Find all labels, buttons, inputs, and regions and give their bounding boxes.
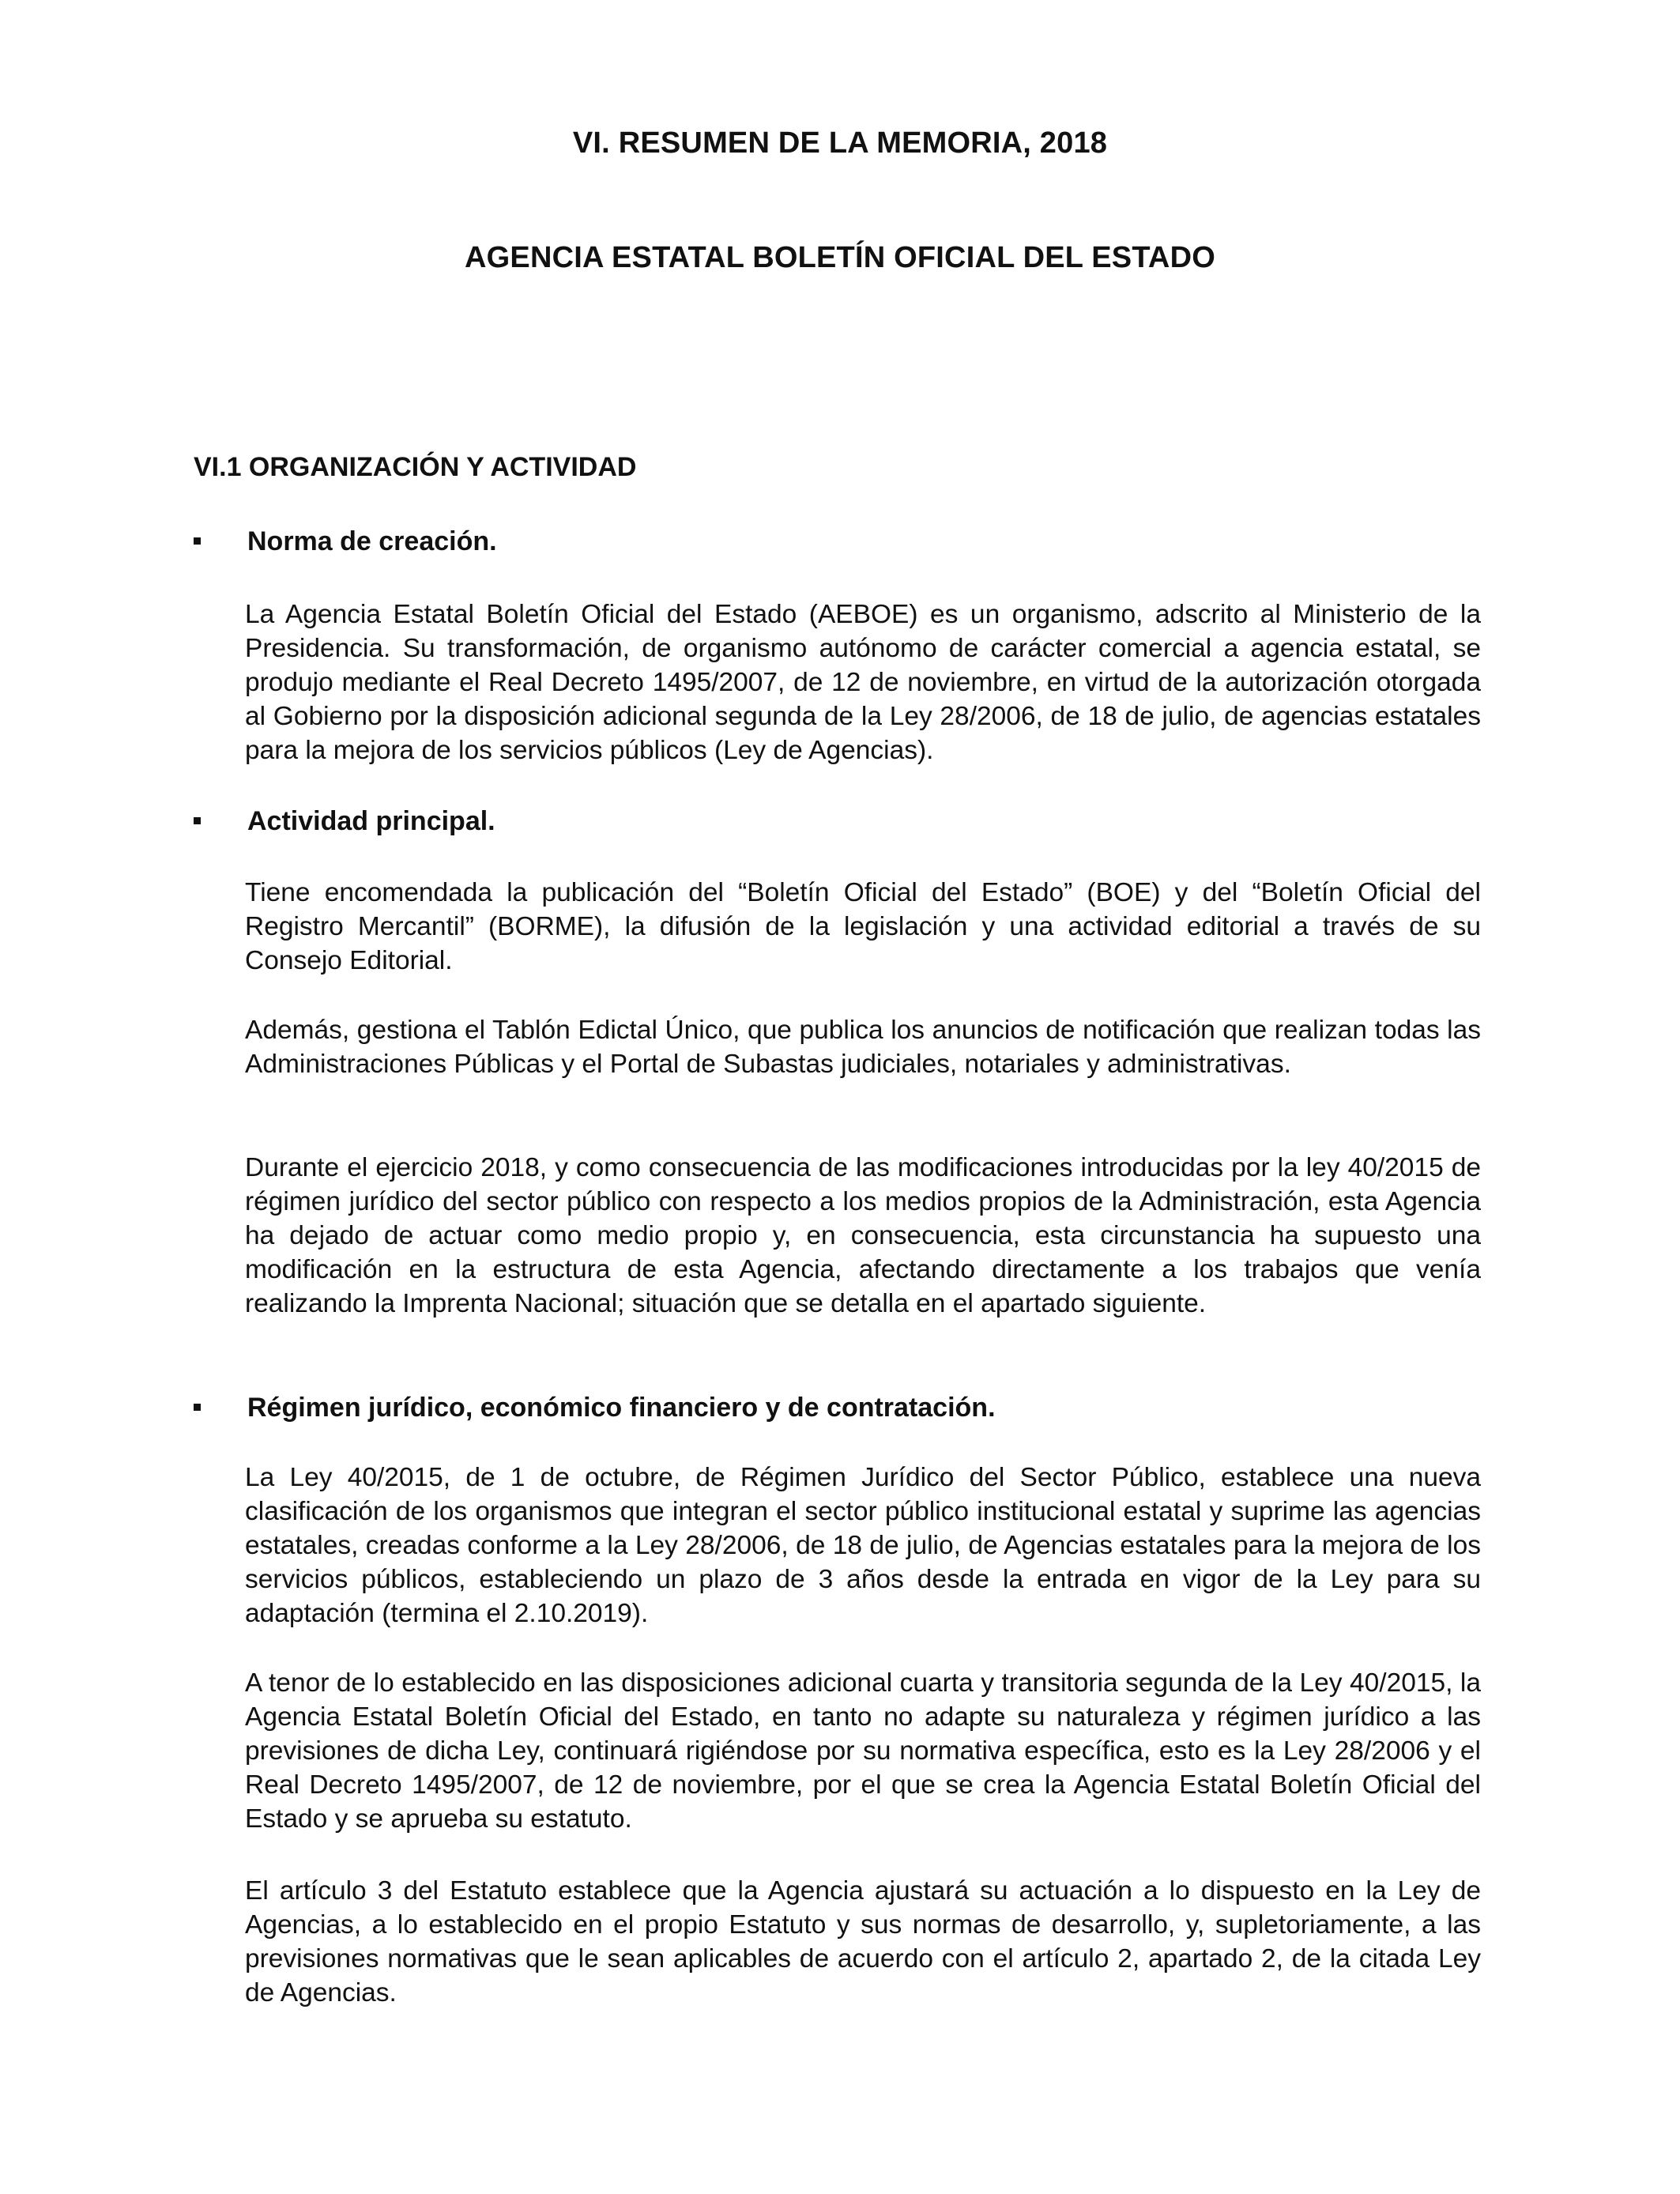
bullet-label: Régimen jurídico, económico financiero y de contratación.	[247, 1393, 996, 1423]
section-heading: VI.1 ORGANIZACIÓN Y ACTIVIDAD	[194, 452, 637, 482]
bullet-marker-icon	[194, 1404, 201, 1411]
paragraph: Tiene encomendada la publicación del “Boletín Oficial del Estado” (BOE) y del “Boletín Oficial del Registro Mercantil” (BORME), la difusión de la legislación y una actividad editorial a través de su Consejo Editorial.	[245, 878, 1481, 975]
bullet-label: Actividad principal.	[247, 806, 495, 836]
paragraph: La Agencia Estatal Boletín Oficial del Estado (AEBOE) es un organismo, adscrito al Ministerio de la Presidencia. Su transformación, de organismo autónomo de carácter comercial a agencia estatal, se produjo mediante el Real Decreto 1495/2007, de 12 de noviembre, en virtud de la autorización otorgada al Gobierno por la disposición adicional segunda de la Ley 28/2006, de 18 de julio, de agencias estatales para la mejora de los servicios públicos (Ley de Agencias).	[245, 600, 1481, 765]
document-subtitle: AGENCIA ESTATAL BOLETÍN OFICIAL DEL ESTADO	[465, 241, 1215, 274]
bullet-label: Norma de creación.	[247, 526, 497, 556]
paragraph: A tenor de lo establecido en las disposiciones adicional cuarta y transitoria segunda de la Ley 40/2015, la Agencia Estatal Boletín Oficial del Estado, en tanto no adapte su naturaleza y régimen jurídico a las previsiones de dicha Ley, continuará rigiéndose por su normativa específica, esto es la Ley 28/2006 y el Real Decreto 1495/2007, de 12 de noviembre, por el que se crea la Agencia Estatal Boletín Oficial del Estado y se aprueba su estatuto.	[245, 1668, 1481, 1834]
bullet-marker-icon	[194, 817, 201, 824]
paragraph: Además, gestiona el Tablón Edictal Único, que publica los anuncios de notificación que realizan todas las Administraciones Públicas y el Portal de Subastas judiciales, notariales y administrativas.	[245, 1016, 1481, 1079]
paragraph: Durante el ejercicio 2018, y como consecuencia de las modificaciones introducidas por la ley 40/2015 de régimen jurídico del sector público con respecto a los medios propios de la Administración, esta Agencia ha dejado de actuar como medio propio y, en consecuencia, esta circunstancia ha supuesto una modificación en la estructura de esta Agencia, afectando directamente a los trabajos que venía realizando la Imprenta Nacional; situación que se detalla en el apartado siguiente.	[245, 1153, 1481, 1318]
bullet-marker-icon	[194, 537, 201, 545]
paragraph: El artículo 3 del Estatuto establece que la Agencia ajustará su actuación a lo dispuesto en la Ley de Agencias, a lo establecido en el propio Estatuto y sus normas de desarrollo, y, supletoriamente, a las previsiones normativas que le sean aplicables de acuerdo con el artículo 2, apartado 2, de la citada Ley de Agencias.	[245, 1876, 1481, 2007]
document-title: VI. RESUMEN DE LA MEMORIA, 2018	[572, 126, 1108, 160]
paragraph: La Ley 40/2015, de 1 de octubre, de Régimen Jurídico del Sector Público, establece una nueva clasificación de los organismos que integran el sector público institucional estatal y suprime las agencias estatales, creadas conforme a la Ley 28/2006, de 18 de julio, de Agencias estatales para la mejora de los servicios públicos, estableciendo un plazo de 3 años desde la entrada en vigor de la Ley para su adaptación (termina el 2.10.2019).	[245, 1463, 1481, 1628]
